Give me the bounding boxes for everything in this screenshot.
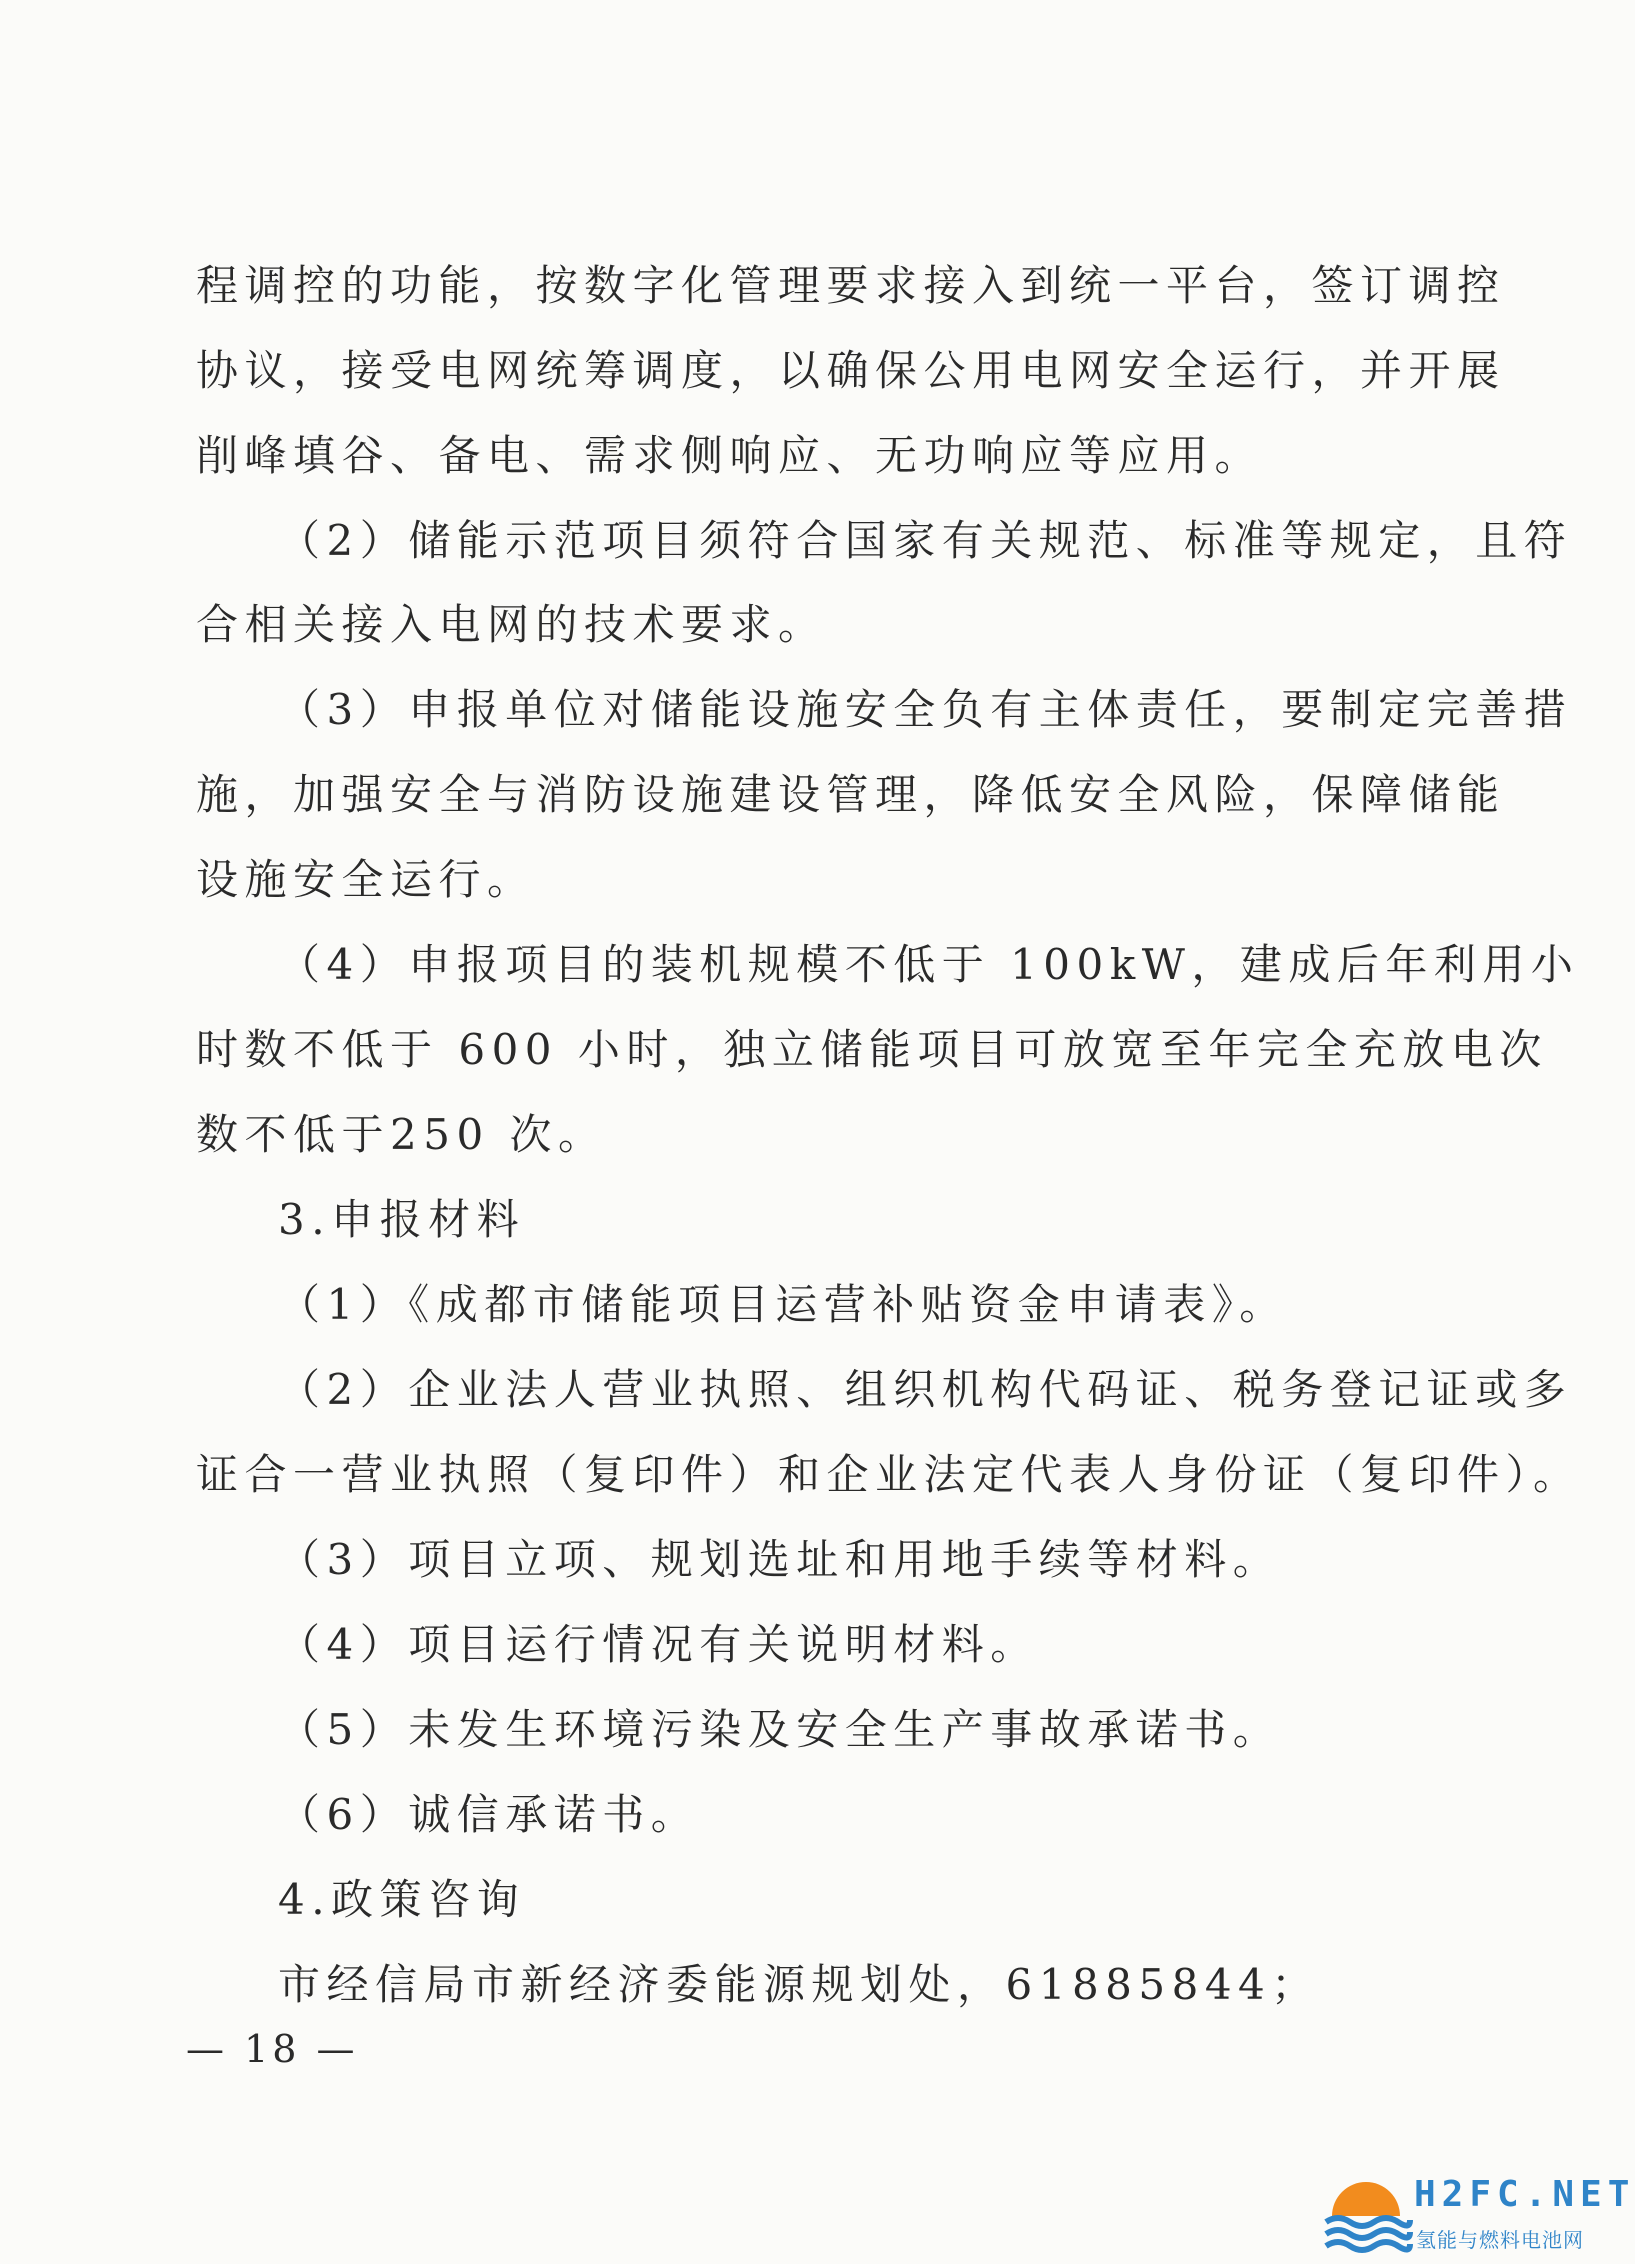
body-line-9: （4）申报项目的装机规模不低于 100kW，建成后年利用小: [278, 940, 1580, 989]
body-line-1: 程调控的功能，按数字化管理要求接入到统一平台，签订调控: [196, 261, 1506, 310]
section-heading-materials: 3.申报材料: [278, 1195, 526, 1244]
body-line-17: （4）项目运行情况有关说明材料。: [278, 1620, 1039, 1669]
section-heading-consultation: 4.政策咨询: [278, 1875, 526, 1924]
body-line-18: （5）未发生环境污染及安全生产事故承诺书。: [278, 1705, 1282, 1754]
body-line-5: 合相关接入电网的技术要求。: [196, 600, 827, 649]
body-line-13: （1）《成都市储能项目运营补贴资金申请表》。: [278, 1280, 1288, 1329]
body-line-2: 协议，接受电网统筹调度，以确保公用电网安全运行，并开展: [196, 346, 1506, 395]
body-line-6: （3）申报单位对储能设施安全负有主体责任，要制定完善措: [278, 685, 1573, 734]
watermark-subtitle: 氢能与燃料电池网: [1416, 2228, 1584, 2252]
watermark-brand: H2FC.NET: [1414, 2174, 1635, 2215]
body-line-7: 施，加强安全与消防设施建设管理，降低安全风险，保障储能: [196, 770, 1506, 819]
body-line-19: （6）诚信承诺书。: [278, 1790, 700, 1839]
watermark-logo-icon: [1318, 2164, 1414, 2260]
body-line-8: 设施安全运行。: [196, 855, 536, 904]
body-line-21: 市经信局市新经济委能源规划处，61885844；: [278, 1960, 1320, 2009]
body-line-4: （2）储能示范项目须符合国家有关规范、标准等规定，且符: [278, 516, 1573, 565]
page-number: — 18 —: [186, 2027, 359, 2071]
watermark: [1318, 2160, 1635, 2264]
body-line-11: 数不低于250 次。: [196, 1110, 607, 1159]
body-line-14: （2）企业法人营业执照、组织机构代码证、税务登记证或多: [278, 1365, 1573, 1414]
body-line-16: （3）项目立项、规划选址和用地手续等材料。: [278, 1535, 1282, 1584]
body-line-10: 时数不低于 600 小时，独立储能项目可放宽至年完全充放电次: [196, 1025, 1548, 1074]
body-line-15: 证合一营业执照（复印件）和企业法定代表人身份证（复印件）。: [196, 1450, 1582, 1499]
body-line-3: 削峰填谷、备电、需求侧响应、无功响应等应用。: [196, 431, 1264, 480]
